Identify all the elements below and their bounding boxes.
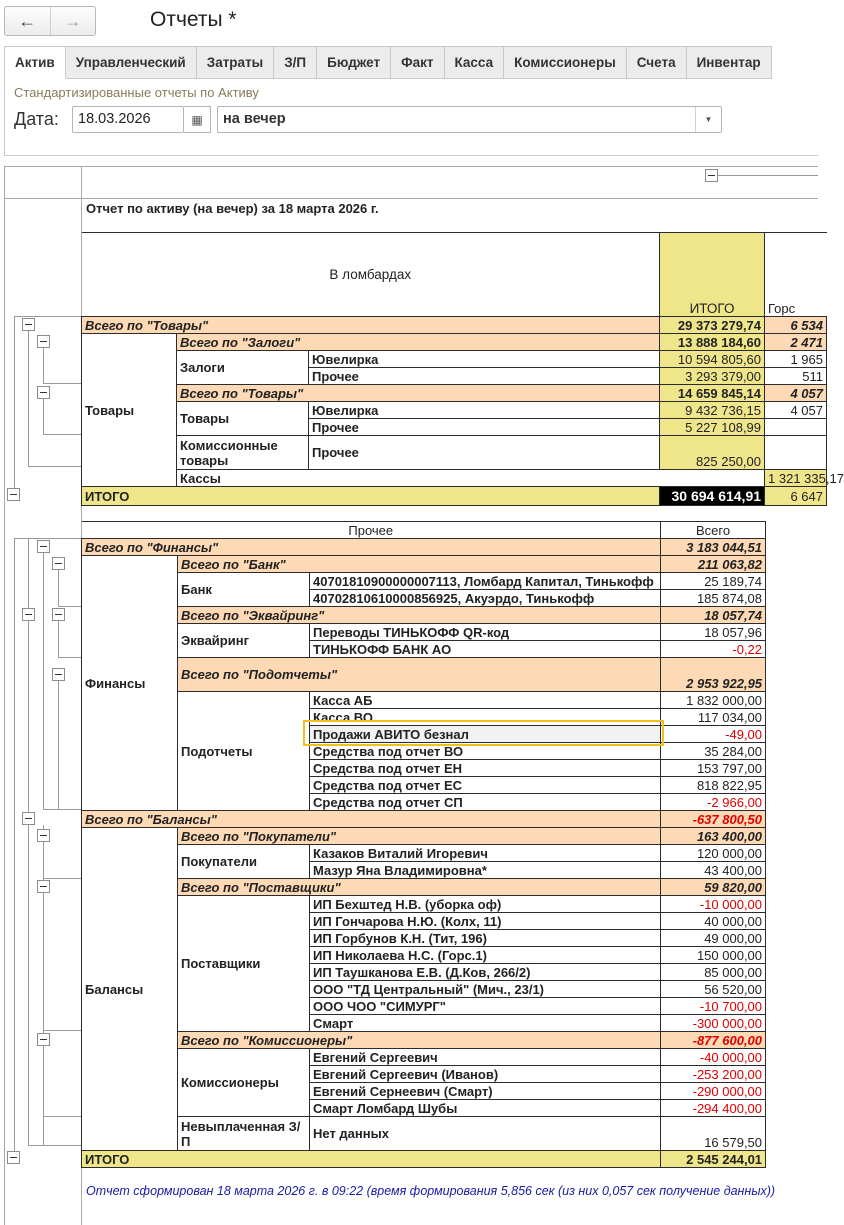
row-value: 120 000,00 [661,845,766,862]
row-label: ИТОГО [82,487,660,506]
tree-line [14,538,15,1158]
tree-line [43,553,44,809]
row-label: 40702810610000856925, Акуэрдо, Тинькофф [310,590,661,607]
grand-total: 30 694 614,91 [660,487,765,506]
table-row [82,845,766,862]
collapse-toggle[interactable] [37,829,50,842]
calendar-button[interactable] [184,106,211,133]
table-row [82,385,827,402]
tree-line [43,842,44,878]
tree-line [28,330,29,467]
subgroup-label: Банк [178,573,310,607]
row-value: 18 057,96 [661,624,766,641]
tab-komissionery[interactable]: Комиссионеры [504,46,627,79]
row-value: -2 966,00 [661,794,766,811]
tree-line [43,1046,44,1116]
row-value: 16 579,50 [661,1117,766,1151]
row-label: Средства под отчет ЕС [310,777,661,794]
tree-line [43,1030,81,1031]
calendar-icon: ▦ [191,112,203,127]
row-label: ИП Гончарова Н.Ю. (Колх, 11) [310,913,661,930]
table-row [82,317,827,334]
row-value: 40 000,00 [661,913,766,930]
row-value: 117 034,00 [661,709,766,726]
report-border [4,198,818,199]
subgroup-label: Комиссионные товары [177,436,309,470]
table-row [82,624,766,641]
tab-fakt[interactable]: Факт [391,46,444,79]
row-next: 4 057 [765,385,827,402]
row-value: 1 832 000,00 [661,692,766,709]
row-label: Средства под отчет ВО [310,743,661,760]
row-label: Прочее [309,419,660,436]
row-total: 3 293 379,00 [660,368,765,385]
subgroup-label: Залоги [177,351,309,385]
collapse-toggle[interactable] [22,812,35,825]
collapse-toggle[interactable] [22,318,35,331]
tree-line [58,681,59,809]
row-label: ООО "ТД Центральный" (Мич., 23/1) [310,981,661,998]
row-value: -10 000,00 [661,896,766,913]
tree-line [43,398,44,434]
row-value: 56 520,00 [661,981,766,998]
row-next: 4 057 [765,402,827,419]
row-total: 825 250,00 [660,436,765,470]
row-value: 150 000,00 [661,947,766,964]
tab-inventar[interactable]: Инвентар [687,46,772,79]
tab-scheta[interactable]: Счета [627,46,687,79]
tree-line [58,621,59,657]
tree-line [43,434,81,435]
row-label: Ювелирка [309,351,660,368]
table-row [82,573,766,590]
chevron-down-icon: ▼ [704,115,713,124]
row-value: -300 000,00 [661,1015,766,1032]
row-label: ИП Бехштед Н.В. (уборка оф) [310,896,661,913]
row-value: -49,00 [661,726,766,743]
tab-byudzhet[interactable]: Бюджет [317,46,391,79]
row-value: 43 400,00 [661,862,766,879]
row-value: 49 000,00 [661,930,766,947]
collapse-toggle[interactable] [37,386,50,399]
row-next: 2 471 [765,334,827,351]
row-label: Прочее [309,436,660,470]
form-subtitle: Стандартизированные отчеты по Активу [14,85,259,100]
row-label: Переводы ТИНЬКОФФ QR-код [310,624,661,641]
tab-kassa[interactable]: Касса [445,46,505,79]
row-next [765,436,827,470]
row-label: Касса ВО [310,709,661,726]
table-row [82,896,766,913]
window-title: Отчеты * [150,8,237,31]
tree-line [43,878,81,879]
table-row [82,351,827,368]
row-next [765,419,827,436]
row-label: Мазур Яна Владимировна* [310,862,661,879]
date-input[interactable]: 18.03.2026 [72,106,184,133]
table-row [82,1117,766,1151]
tree-line [43,383,81,384]
row-label: ТИНЬКОФФ БАНК АО [310,641,661,658]
period-dropdown-button[interactable] [695,107,721,132]
date-label: Дата: [14,109,59,129]
period-select[interactable]: на вечер [217,106,722,133]
row-label: Всего по "Подотчеты" [178,658,661,692]
row-label: Евгений Сернеевич (Смарт) [310,1083,661,1100]
collapse-toggle[interactable] [22,608,35,621]
row-value: 818 822,95 [661,777,766,794]
row-next: 1 965 [765,351,827,368]
tree-line [43,893,44,1030]
report-title: Отчет по активу (на вечер) за 18 марта 2026 г. [86,201,379,216]
row-total: 29 373 279,74 [660,317,765,334]
tab-zp[interactable]: З/П [274,46,317,79]
row-value: -253 200,00 [661,1066,766,1083]
tree-line [43,809,81,810]
collapse-toggle[interactable] [7,1151,20,1164]
navigation-buttons [4,6,96,36]
row-label: Ювелирка [309,402,660,419]
table-row-itogo [82,487,827,506]
subgroup-label: Товары [177,402,309,436]
row-label: Всего по "Балансы" [82,811,661,828]
tree-line [14,538,81,539]
row-value: 185 874,08 [661,590,766,607]
row-label: ИТОГО [82,1151,661,1168]
row-label: ООО ЧОО "СИМУРГ" [310,998,661,1015]
row-next: 6 647 [765,487,827,506]
row-label: Нет данных [310,1117,661,1151]
group-line [718,175,818,176]
row-value: 3 183 044,51 [661,539,766,556]
row-label: Казаков Виталий Игоревич [310,845,661,862]
collapse-toggle[interactable] [7,488,20,501]
forward-button[interactable] [51,7,96,35]
panel-border [4,78,5,156]
group-label: Балансы [82,828,178,1151]
tree-line [14,316,15,493]
table-row [82,539,766,556]
tree-line [58,606,81,607]
report-footer: Отчет сформирован 18 марта 2026 г. в 09:22 (время формирования 5,856 сек (из них 0,057 сек получение данных)) [86,1184,776,1198]
tree-line [58,657,81,658]
row-total: 1 321 335,17 [765,470,827,487]
row-label: Евгений Сергеевич (Иванов) [310,1066,661,1083]
row-value: 211 063,82 [661,556,766,573]
row-value: -877 600,00 [661,1032,766,1049]
row-total: 5 227 108,99 [660,419,765,436]
subgroup-label: Поставщики [178,896,310,1032]
table-row [82,1032,766,1049]
row-total: 14 659 845,14 [660,385,765,402]
collapse-toggle[interactable] [37,335,50,348]
tab-aktiv[interactable]: Актив [4,46,66,79]
collapse-toggle[interactable] [52,557,65,570]
row-label: Касса АБ [310,692,661,709]
row-total: 9 432 736,15 [660,402,765,419]
row-total: 10 594 805,60 [660,351,765,368]
row-value: 25 189,74 [661,573,766,590]
header-gors: Горс [765,233,827,317]
collapse-toggle[interactable] [37,880,50,893]
row-label: Всего по "Комиссионеры" [178,1032,661,1049]
report-border [4,166,5,1225]
row-value: 18 057,74 [661,607,766,624]
collapse-toggle[interactable] [52,608,65,621]
row-label: Кассы [177,470,765,487]
tree-line [28,538,29,1145]
collapse-toggle[interactable] [52,668,65,681]
header-other: Прочее [82,522,661,539]
subgroup-label: Покупатели [178,845,310,879]
row-label: Прочее [309,368,660,385]
table-row [82,607,766,624]
row-value: 2 953 922,95 [661,658,766,692]
table-row [82,658,766,692]
panel-border [4,155,818,156]
row-label: Всего по "Товары" [82,317,660,334]
row-label: Средства под отчет ЕН [310,760,661,777]
arrow-left-icon: ← [18,10,37,31]
table-row [82,828,766,845]
row-value: 153 797,00 [661,760,766,777]
grand-total: 2 545 244,01 [661,1151,766,1168]
group-label: Финансы [82,556,178,811]
row-label[interactable]: Продажи АВИТО безнал [310,726,661,743]
subgroup-label: Эквайринг [178,624,310,658]
row-value: -40 000,00 [661,1049,766,1066]
tab-upravlencheskiy[interactable]: Управленческий [66,46,197,79]
table-row [82,334,827,351]
row-value: -294 400,00 [661,1100,766,1117]
tree-line [28,466,81,467]
tab-bar [4,46,772,79]
table-row [82,1049,766,1066]
row-next: 511 [765,368,827,385]
row-label: Всего по "Эквайринг" [178,607,661,624]
row-label: 40701810900000007113, Ломбард Капитал, Тинькофф [310,573,661,590]
header-in-lombards: В ломбардах [82,233,660,317]
row-label: Всего по "Банк" [178,556,661,573]
table-row [82,470,827,487]
row-value: 163 400,00 [661,828,766,845]
row-label: ИП Николаева Н.С. (Горс.1) [310,947,661,964]
table-row [82,436,827,470]
tree-line [28,1145,81,1146]
collapse-toggle[interactable] [37,1033,50,1046]
row-label: Смарт Ломбард Шубы [310,1100,661,1117]
row-next: 6 534 [765,317,827,334]
report-border [4,166,818,167]
tree-line [43,1116,81,1117]
row-value: 59 820,00 [661,879,766,896]
row-label: Всего по "Залоги" [177,334,660,351]
group-label: Товары [82,334,177,487]
row-label: Всего по "Финансы" [82,539,661,556]
row-label: Смарт [310,1015,661,1032]
arrow-right-icon: → [63,10,82,31]
header-itogo: ИТОГО [660,233,765,317]
row-value: -0,22 [661,641,766,658]
subgroup-label: Невыплаченная З/П [178,1117,310,1151]
table-row [82,692,766,709]
row-total: 13 888 184,60 [660,334,765,351]
table-row-itogo [82,1151,766,1168]
row-value: 35 284,00 [661,743,766,760]
header-total: Всего [661,522,766,539]
tree-line [14,316,81,317]
table-header-row [82,522,766,539]
table-row [82,811,766,828]
row-label: Средства под отчет СП [310,794,661,811]
tree-line [58,570,59,606]
collapse-column-group-toggle[interactable] [705,169,718,182]
row-label: ИП Таушканова Е.В. (Д.Ков, 266/2) [310,964,661,981]
row-value: -637 800,50 [661,811,766,828]
tree-line [43,347,44,383]
table-row [82,879,766,896]
report-table-other [81,521,766,1168]
row-value: 85 000,00 [661,964,766,981]
subgroup-label: Комиссионеры [178,1049,310,1117]
back-button[interactable] [5,7,51,35]
collapse-toggle[interactable] [37,540,50,553]
subgroup-label: Подотчеты [178,692,310,811]
row-label: ИП Горбунов К.Н. (Тит, 196) [310,930,661,947]
report-table-lombards [81,232,844,506]
row-label: Всего по "Покупатели" [178,828,661,845]
row-label: Всего по "Поставщики" [178,879,661,896]
row-value: -10 700,00 [661,998,766,1015]
table-row [82,556,766,573]
table-row [82,402,827,419]
row-value: -290 000,00 [661,1083,766,1100]
tab-zatraty[interactable]: Затраты [197,46,274,79]
row-label: Всего по "Товары" [177,385,660,402]
row-label: Евгений Сергеевич [310,1049,661,1066]
